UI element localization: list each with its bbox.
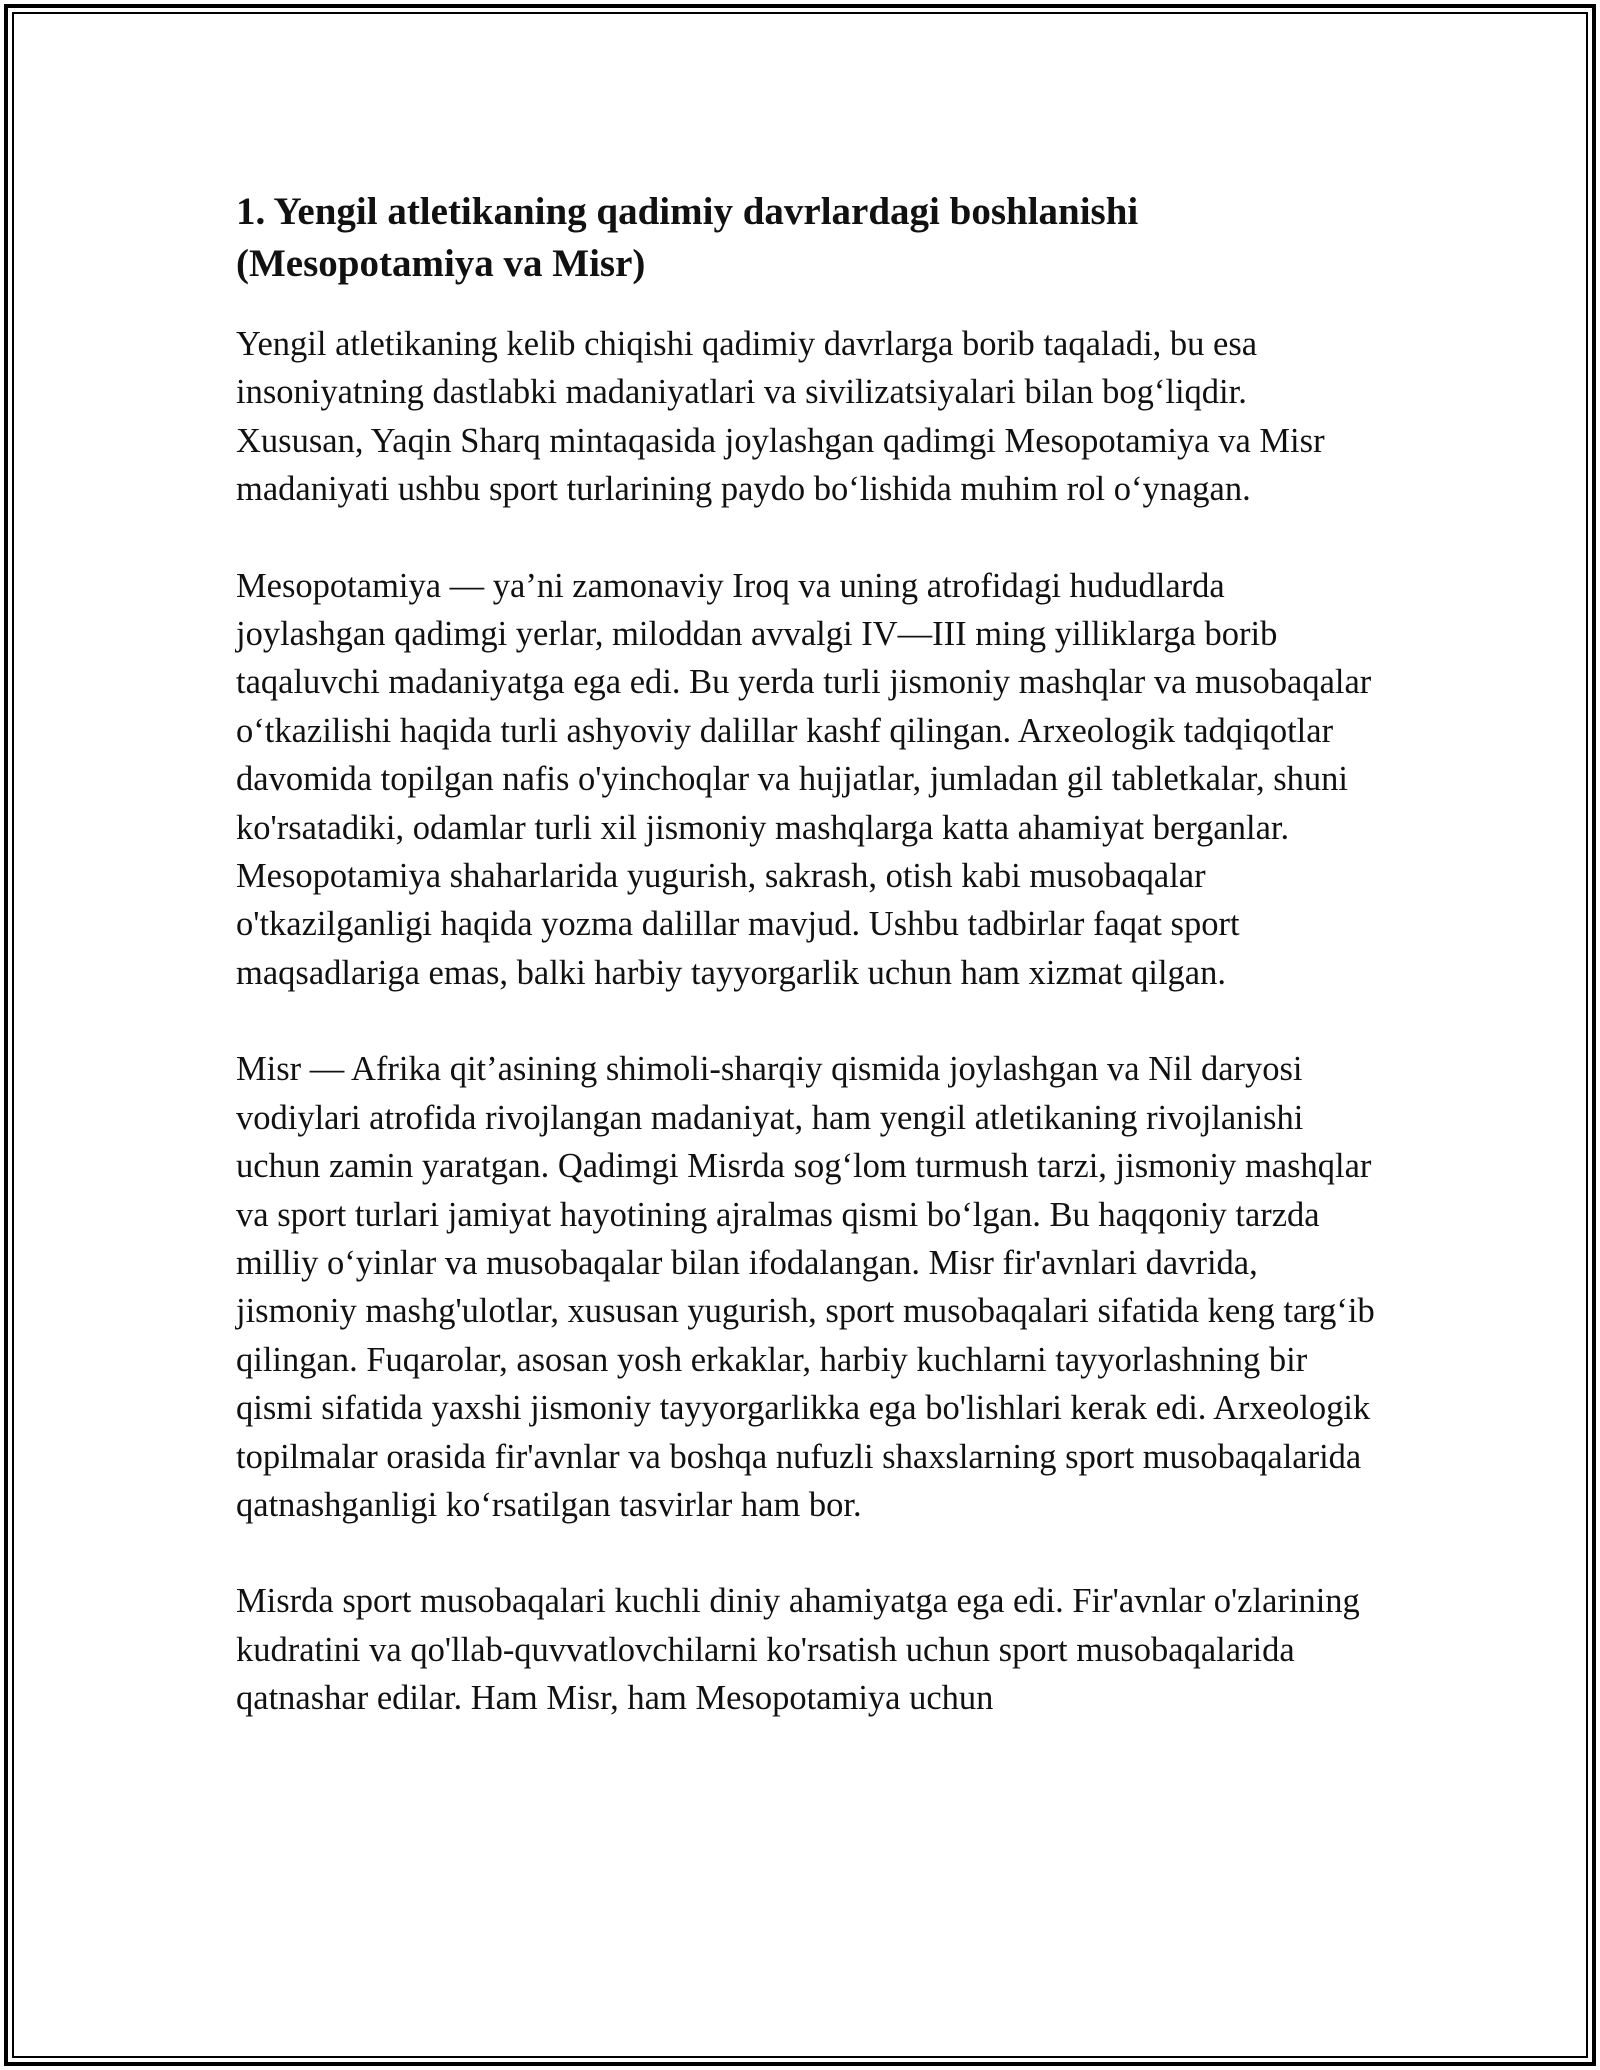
document-body xyxy=(236,186,1376,1771)
section-heading: 1. Yengil atletikaning qadimiy davrlardagi boshlanishi (Mesopotamiya va Misr) xyxy=(236,190,1139,285)
paragraph-egypt: Misr — Afrika qit’asining shimoli-sharqiy qismida joylashgan va Nil daryosi vodiylari atrofida rivojlangan madaniyat, ham yengil atletikaning rivojlanishi uchun zamin yaratgan. Qadimgi Misrda sog‘lom turmush tarzi, jismoniy mashqlar va sport turlari jamiyat hayotining ajralmas qismi bo‘lgan. Bu haqqoniy tarzda milliy o‘yinlar va musobaqalar bilan ifodalangan. Misr fir'avnlari davrida, jismoniy mashg'ulotlar, xususan yugurish, sport musobaqalari sifatida keng targ‘ib qilingan. Fuqarolar, asosan yosh erkaklar, harbiy kuchlarni tayyorlashning bir qismi sifatida yaxshi jismoniy tayyorgarlikka ega bo'lishlari kerak edi. Arxeologik topilmalar orasida fir'avnlar va boshqa nufuzli shaxslarning sport musobaqalarida qatnashganligi ko‘rsatilgan tasvirlar ham bor. xyxy=(236,1050,1375,1524)
paragraph-intro: Yengil atletikaning kelib chiqishi qadimiy davrlarga borib taqaladi, bu esa insoniyatning dastlabki madaniyatlari va sivilizatsiyalari bilan bog‘liqdir. Xususan, Yaqin Sharq mintaqasida joylashgan qadimgi Mesopotamiya va Misr madaniyati ushbu sport turlarining paydo bo‘lishida muhim rol o‘ynagan. xyxy=(236,325,1325,509)
paragraph-mesopotamia: Mesopotamiya — ya’ni zamonaviy Iroq va uning atrofidagi hududlarda joylashgan qadimgi yerlar, miloddan avvalgi IV—III ming yilliklarga borib taqaluvchi madaniyatga ega edi. Bu yerda turli jismoniy mashqlar va musobaqalar o‘tkazilishi haqida turli ashyoviy dalillar kashf qilingan. Arxeologik tadqiqotlar davomida topilgan nafis o'yinchoqlar va hujjatlar, jumladan gil tabletkalar, shuni ko'rsatadiki, odamlar turli xil jismoniy mashqlarga katta ahamiyat berganlar. Mesopotamiya shaharlarida yugurish, sakrash, otish kabi musobaqalar o'tkazilganligi haqida yozma dalillar mavjud. Ushbu tadbirlar faqat sport maqsadlariga emas, balki harbiy tayyorgarlik uchun ham xizmat qilgan. xyxy=(236,566,1372,992)
paragraph-egypt-religion: Misrda sport musobaqalari kuchli diniy ahamiyatga ega edi. Fir'avnlar o'zlarining kudratini va qo'llab-quvvatlovchilarni ko'rsatish uchun sport musobaqalarida qatnashar edilar. Ham Misr, ham Mesopotamiya uchun xyxy=(236,1582,1360,1718)
